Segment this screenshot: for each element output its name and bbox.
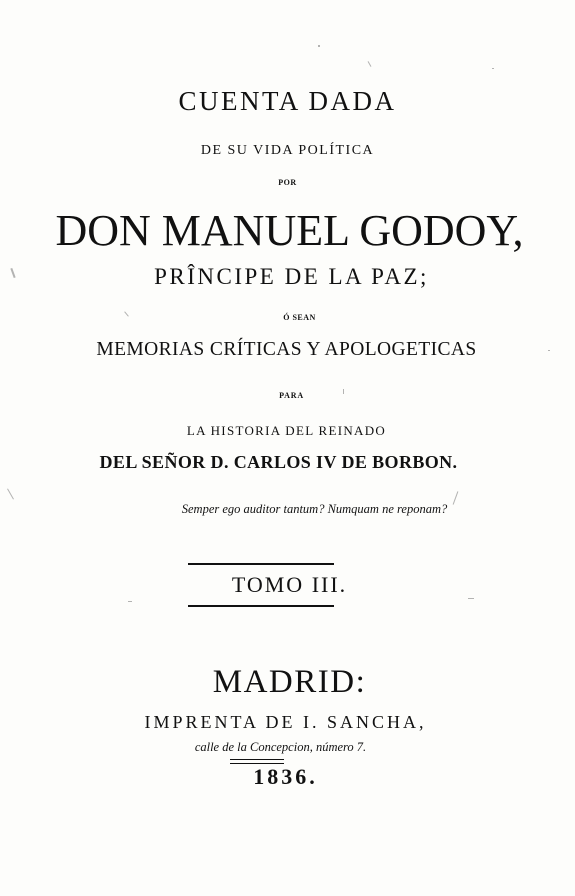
paper-speck	[7, 489, 14, 500]
paper-speck	[548, 350, 550, 351]
imprint-year: 1836.	[253, 764, 318, 789]
connector-o-sean: Ó SEAN	[283, 313, 316, 322]
book-title: CUENTA DADA	[178, 86, 397, 116]
volume-rule-bottom	[188, 605, 334, 607]
imprint-address: calle de la Concepcion, número 7.	[194, 740, 367, 754]
history-line: LA HISTORIA DEL REINADO	[186, 423, 387, 438]
paper-speck	[128, 601, 132, 602]
paper-speck	[343, 389, 344, 394]
volume-rule-top	[188, 563, 334, 565]
author-title: PRÎNCIPE DE LA PAZ;	[154, 264, 429, 289]
volume-number: TOMO III.	[231, 572, 348, 597]
reign-line: DEL SEÑOR D. CARLOS IV DE BORBON.	[99, 452, 458, 472]
paper-speck	[368, 61, 372, 67]
paper-speck	[492, 68, 494, 69]
connector-para: PARA	[279, 391, 304, 400]
author-name: DON MANUEL GODOY,	[55, 206, 524, 255]
book-subtitle: DE SU VIDA POLÍTICA	[200, 143, 375, 158]
imprint-printer: IMPRENTA DE I. SANCHA,	[144, 712, 427, 732]
imprint-city: MADRID:	[212, 664, 367, 700]
paper-speck	[318, 45, 320, 47]
paper-speck	[468, 598, 474, 599]
by-line: POR	[278, 178, 297, 187]
epigraph: Semper ego auditor tantum? Numquam ne reponam?	[181, 502, 448, 516]
alternate-title: MEMORIAS CRÍTICAS Y APOLOGETICAS	[96, 339, 477, 360]
